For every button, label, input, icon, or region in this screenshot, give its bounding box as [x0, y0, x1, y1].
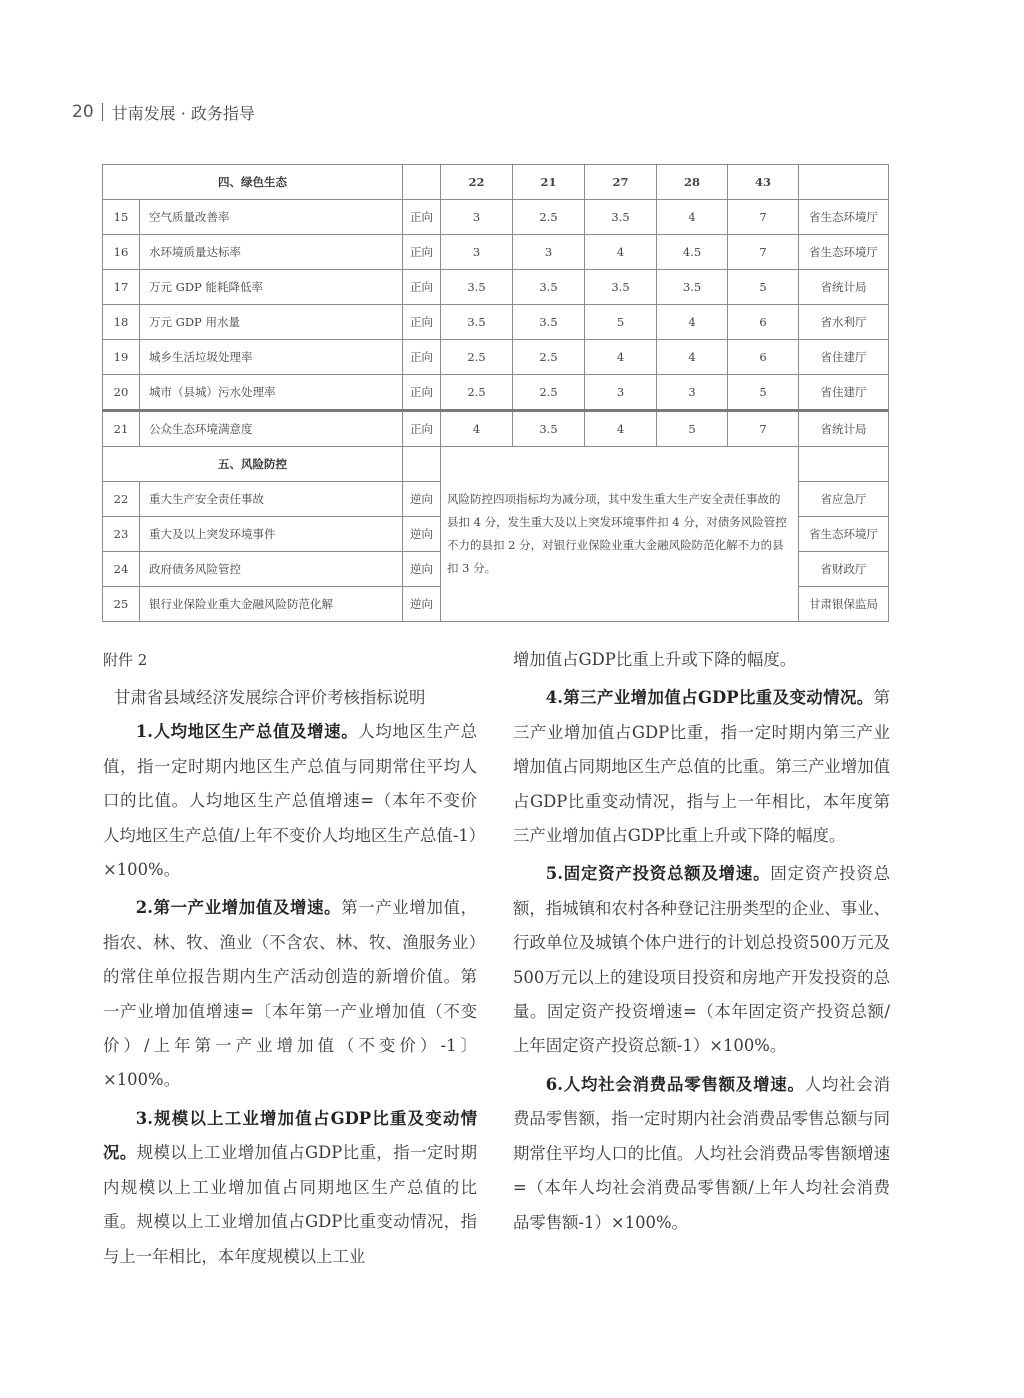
direction: 正向	[403, 235, 441, 270]
score-cell: 3	[441, 200, 513, 235]
section-title: 四、绿色生态	[103, 165, 403, 200]
score-cell: 5	[657, 411, 728, 447]
item-heading: 1.人均地区生产总值及增速。	[135, 722, 359, 742]
indicator-name: 重大生产安全责任事故	[140, 482, 403, 517]
table-row	[103, 235, 889, 270]
score-cell: 5	[728, 375, 799, 411]
score-cell: 5	[728, 270, 799, 305]
department: 省水利厅	[799, 305, 889, 340]
direction: 逆向	[403, 552, 441, 587]
row-number: 21	[103, 411, 140, 447]
score-cell: 6	[728, 340, 799, 375]
section-score: 27	[585, 165, 657, 200]
item-text: 第一产业增加值，指农、林、牧、渔业（不含农、林、牧、渔服务业）的常住单位报告期内生产活动创造的新增价值。第一产业增加值增速=〔本年第一产业增加值（不变价）/上年第一产业增加值（不变价）-1〕×100%。	[103, 898, 477, 1090]
item-text: 规模以上工业增加值占GDP比重，指一定时期内规模以上工业增加值占同期地区生产总值的比重。规模以上工业增加值占GDP比重变动情况，指与上一年相比，本年度规模以上工业	[103, 1143, 478, 1266]
score-cell: 4.5	[657, 235, 728, 270]
section-score: 28	[657, 165, 728, 200]
department: 省财政厅	[799, 552, 889, 587]
score-cell: 2.5	[441, 375, 513, 411]
row-number: 22	[103, 482, 140, 517]
score-cell: 4	[657, 305, 728, 340]
indicator-name: 公众生态环境满意度	[140, 411, 403, 447]
direction: 正向	[403, 305, 441, 340]
section-row-risk	[103, 447, 889, 482]
department: 省住建厅	[799, 340, 889, 375]
score-cell: 3	[657, 375, 728, 411]
direction: 正向	[403, 340, 441, 375]
attachment-label: 附件 2	[103, 651, 148, 669]
score-cell: 3.5	[441, 305, 513, 340]
running-header	[72, 100, 255, 124]
item-heading: 2.第一产业增加值及增速。	[135, 898, 342, 918]
publication-name: 甘南发展 · 政务指导	[111, 103, 255, 123]
direction: 正向	[403, 270, 441, 305]
section-row-green	[103, 165, 889, 200]
indicator-name: 政府债务风险管控	[140, 552, 403, 587]
row-number: 19	[103, 340, 140, 375]
indicator-name: 重大及以上突发环境事件	[140, 517, 403, 552]
department: 省住建厅	[799, 375, 889, 411]
row-number: 24	[103, 552, 140, 587]
score-cell: 3.5	[657, 270, 728, 305]
item-text: 人均地区生产总值，指一定时期内地区生产总值与同期常住平均人口的比值。人均地区生产总值增速=（本年不变价人均地区生产总值/上年不变价人均地区生产总值-1）×100%。	[103, 722, 477, 880]
row-number: 18	[103, 305, 140, 340]
score-cell: 2.5	[513, 340, 585, 375]
department: 省统计局	[799, 411, 889, 447]
right-column	[513, 643, 890, 1240]
indicator-name: 万元 GDP 能耗降低率	[140, 270, 403, 305]
score-cell: 3	[513, 235, 585, 270]
score-cell: 3.5	[585, 270, 657, 305]
section-score: 21	[513, 165, 585, 200]
paragraph	[513, 857, 890, 1063]
direction: 正向	[403, 375, 441, 411]
table-row	[103, 411, 889, 447]
score-cell: 2.5	[441, 340, 513, 375]
row-number: 15	[103, 200, 140, 235]
paragraph	[103, 715, 477, 887]
table-row	[103, 340, 889, 375]
score-cell: 3	[585, 375, 657, 411]
continued-text: 增加值占GDP比重上升或下降的幅度。	[513, 650, 797, 669]
score-cell: 7	[728, 235, 799, 270]
paragraph	[103, 891, 477, 1097]
score-cell: 4	[657, 340, 728, 375]
table-row	[103, 200, 889, 235]
score-cell: 3.5	[513, 305, 585, 340]
department: 省生态环境厅	[799, 517, 889, 552]
score-cell: 6	[728, 305, 799, 340]
row-number: 16	[103, 235, 140, 270]
department: 省生态环境厅	[799, 200, 889, 235]
risk-note: 风险防控四项指标均为减分项，其中发生重大生产安全责任事故的县扣 4 分，发生重大及以上突发环境事件扣 4 分，对债务风险管控不力的县扣 2 分，对银行业保险业重大金融风险防范化解不力的县扣 3 分。	[441, 447, 799, 622]
table-row	[103, 270, 889, 305]
department: 省应急厅	[799, 482, 889, 517]
direction: 逆向	[403, 587, 441, 622]
department: 省生态环境厅	[799, 235, 889, 270]
table-row	[103, 305, 889, 340]
paragraph	[513, 681, 890, 853]
score-cell: 5	[585, 305, 657, 340]
item-text: 第三产业增加值占GDP比重，指一定时期内第三产业增加值占同期地区生产总值的比重。第三产业增加值占GDP比重变动情况，指与上一年相比，本年度第三产业增加值占GDP比重上升或下降的幅度。	[513, 688, 890, 846]
score-cell: 7	[728, 200, 799, 235]
item-heading: 5.固定资产投资总额及增速。	[545, 864, 771, 884]
department: 省统计局	[799, 270, 889, 305]
score-cell: 3.5	[513, 270, 585, 305]
score-cell: 4	[585, 340, 657, 375]
page-number: 20	[72, 102, 94, 122]
indicator-name: 城乡生活垃圾处理率	[140, 340, 403, 375]
item-text: 固定资产投资总额，指城镇和农村各种登记注册类型的企业、事业、行政单位及城镇个体户进行的计划总投资500万元及500万元以上的建设项目投资和房地产开发投资的总量。固定资产投资增速=（本年固定资产投资总额/上年固定资产投资总额-1）×100%。	[513, 864, 890, 1056]
row-number: 20	[103, 375, 140, 411]
score-cell: 4	[441, 411, 513, 447]
direction: 正向	[403, 411, 441, 447]
header-divider	[102, 103, 103, 121]
score-cell: 3.5	[513, 411, 585, 447]
score-cell: 3.5	[441, 270, 513, 305]
section-score: 22	[441, 165, 513, 200]
item-text: 人均社会消费品零售额，指一定时期内社会消费品零售总额与同期常住平均人口的比值。人均社会消费品零售额增速=（本年人均社会消费品零售额/上年人均社会消费品零售额-1）×100%。	[513, 1074, 890, 1232]
score-cell: 3	[441, 235, 513, 270]
indicator-name: 城市（县城）污水处理率	[140, 375, 403, 411]
section-title: 五、风险防控	[103, 447, 403, 482]
item-heading: 6.人均社会消费品零售额及增速。	[545, 1074, 805, 1094]
indicator-table	[102, 164, 889, 622]
paragraph	[513, 1068, 890, 1240]
score-cell: 4	[585, 235, 657, 270]
row-number: 17	[103, 270, 140, 305]
direction: 逆向	[403, 482, 441, 517]
item-heading: 4.第三产业增加值占GDP比重及变动情况。	[545, 688, 874, 708]
score-cell: 4	[585, 411, 657, 447]
left-column	[103, 643, 477, 1274]
table-row	[103, 375, 889, 411]
indicator-name: 空气质量改善率	[140, 200, 403, 235]
score-cell: 4	[657, 200, 728, 235]
department: 甘肃银保监局	[799, 587, 889, 622]
row-number: 23	[103, 517, 140, 552]
indicator-name: 银行业保险业重大金融风险防范化解	[140, 587, 403, 622]
score-cell: 2.5	[513, 375, 585, 411]
indicator-name: 万元 GDP 用水量	[140, 305, 403, 340]
score-cell: 3.5	[585, 200, 657, 235]
section-score: 43	[728, 165, 799, 200]
score-cell: 7	[728, 411, 799, 447]
item-heading: 3.规模以上工业增加值占GDP比重及变动情况。	[103, 1108, 477, 1163]
direction: 正向	[403, 200, 441, 235]
paragraph	[103, 1102, 477, 1274]
direction: 逆向	[403, 517, 441, 552]
document-title: 甘肃省县域经济发展综合评价考核指标说明	[114, 688, 426, 707]
score-cell: 2.5	[513, 200, 585, 235]
row-number: 25	[103, 587, 140, 622]
indicator-name: 水环境质量达标率	[140, 235, 403, 270]
